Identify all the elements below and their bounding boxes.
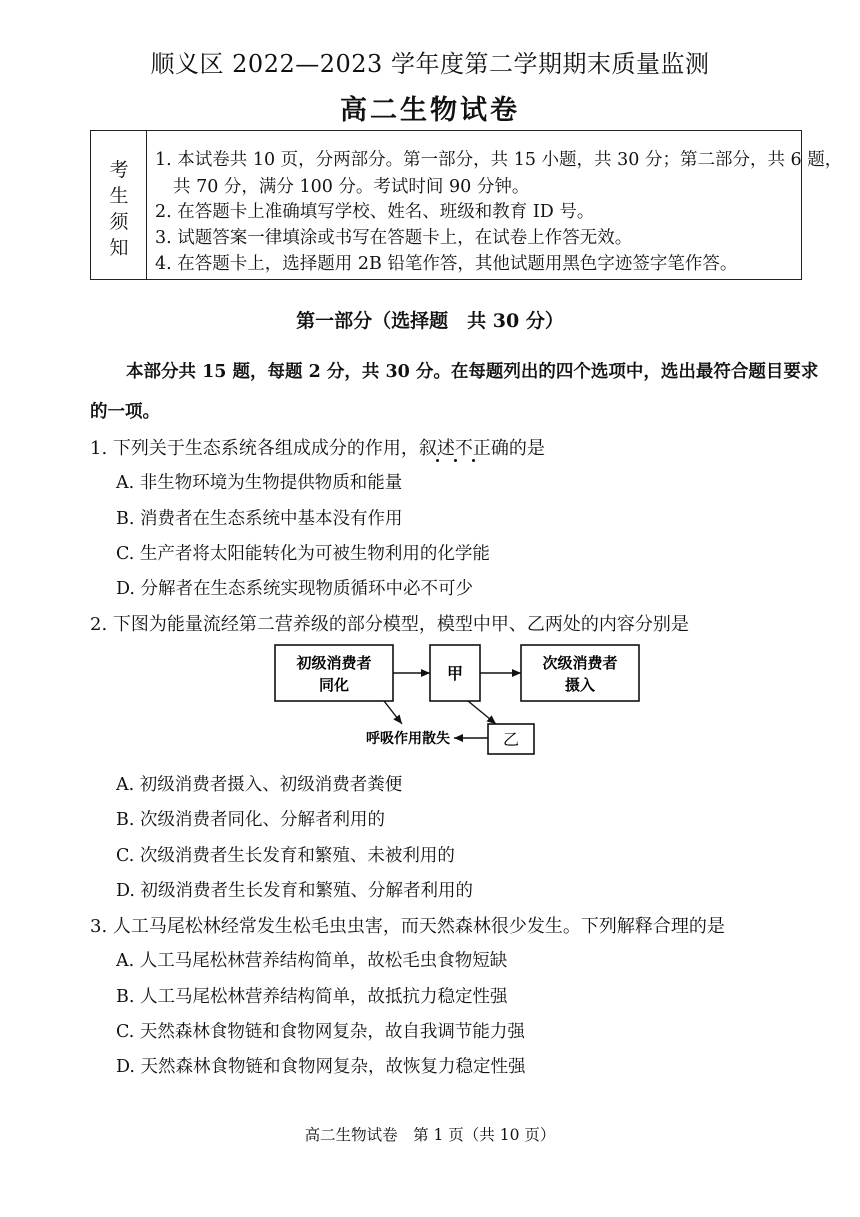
question-2-option-d: D. 初级消费者生长发育和繁殖、分解者利用的	[116, 881, 474, 901]
section-intro: 本部分共 15 题，每题 2 分，共 30 分。在每题列出的四个选项中，选出最符合题目要求	[126, 362, 819, 382]
question-2-stem: 2. 下图为能量流经第二营养级的部分模型，模型中甲、乙两处的内容分别是	[90, 614, 689, 635]
question-2-option-a: A. 初级消费者摄入、初级消费者粪便	[116, 775, 403, 795]
exam-notice-box	[90, 130, 843, 280]
energy-flow-diagram	[262, 638, 652, 758]
notice-label-char: 须	[109, 211, 129, 233]
notice-item: 1. 本试卷共 10 页，分两部分。第一部分，共 15 小题，共 30 分；第二部分，共 6 题，	[155, 150, 843, 170]
question-1-option-a: A. 非生物环境为生物提供物质和能量	[116, 473, 403, 493]
question-1-option-c: C. 生产者将太阳能转化为可被生物利用的化学能	[116, 544, 490, 564]
notice-label	[91, 131, 147, 279]
exam-title: 顺义区 2022—2023 学年度第二学期期末质量监测	[150, 50, 710, 78]
question-1-option-b: B. 消费者在生态系统中基本没有作用	[116, 509, 403, 529]
emphasis-dot	[472, 459, 475, 462]
box-jia-label: 甲	[446, 664, 464, 683]
box-primary-line1: 初级消费者	[296, 654, 372, 672]
question-3-stem: 3. 人工马尾松林经常发生松毛虫虫害，而天然森林很少发生。下列解释合理的是	[90, 916, 725, 937]
arrow-to-yi	[468, 701, 496, 724]
notice-label-char: 知	[109, 237, 129, 259]
section-title: 第一部分（选择题 共 30 分）	[296, 310, 564, 332]
arrow-to-respiration	[384, 701, 402, 724]
notice-item: 3. 试题答案一律填涂或书写在答题卡上，在试卷上作答无效。	[155, 228, 633, 248]
notice-item: 共 70 分，满分 100 分。考试时间 90 分钟。	[173, 177, 530, 197]
question-1-option-d: D. 分解者在生态系统实现物质循环中必不可少	[116, 579, 474, 599]
question-1-stem: 1. 下列关于生态系统各组成成分的作用，叙述不正确的是	[90, 438, 545, 459]
exam-subtitle: 高二生物试卷	[340, 95, 520, 126]
notice-label-char: 考	[109, 159, 129, 181]
section-intro-cont: 的一项。	[90, 402, 160, 422]
notice-item: 2. 在答题卡上准确填写学校、姓名、班级和教育 ID 号。	[155, 202, 595, 222]
question-3-option-c: C. 天然森林食物链和食物网复杂，故自我调节能力强	[116, 1022, 525, 1042]
question-3-option-a: A. 人工马尾松林营养结构简单，故松毛虫食物短缺	[116, 951, 508, 971]
box-yi-label: 乙	[502, 730, 520, 749]
emphasis-dot	[454, 459, 457, 462]
notice-item: 4. 在答题卡上，选择题用 2B 铅笔作答，其他试题用黑色字迹签字笔作答。	[155, 254, 738, 274]
question-2-option-b: B. 次级消费者同化、分解者利用的	[116, 810, 385, 830]
page-footer: 高二生物试卷 第 1 页（共 10 页）	[304, 1126, 556, 1144]
emphasis-dot	[436, 459, 439, 462]
notice-label-char: 生	[109, 185, 129, 207]
question-3-option-b: B. 人工马尾松林营养结构简单，故抵抗力稳定性强	[116, 987, 508, 1007]
question-3-option-d: D. 天然森林食物链和食物网复杂，故恢复力稳定性强	[116, 1057, 526, 1077]
respiration-label: 呼吸作用散失	[366, 731, 450, 747]
question-2-option-c: C. 次级消费者生长发育和繁殖、未被利用的	[116, 846, 455, 866]
box-secondary-line1: 次级消费者	[542, 654, 618, 672]
box-secondary-line2: 摄入	[564, 676, 596, 694]
box-primary-line2: 同化	[318, 676, 350, 694]
